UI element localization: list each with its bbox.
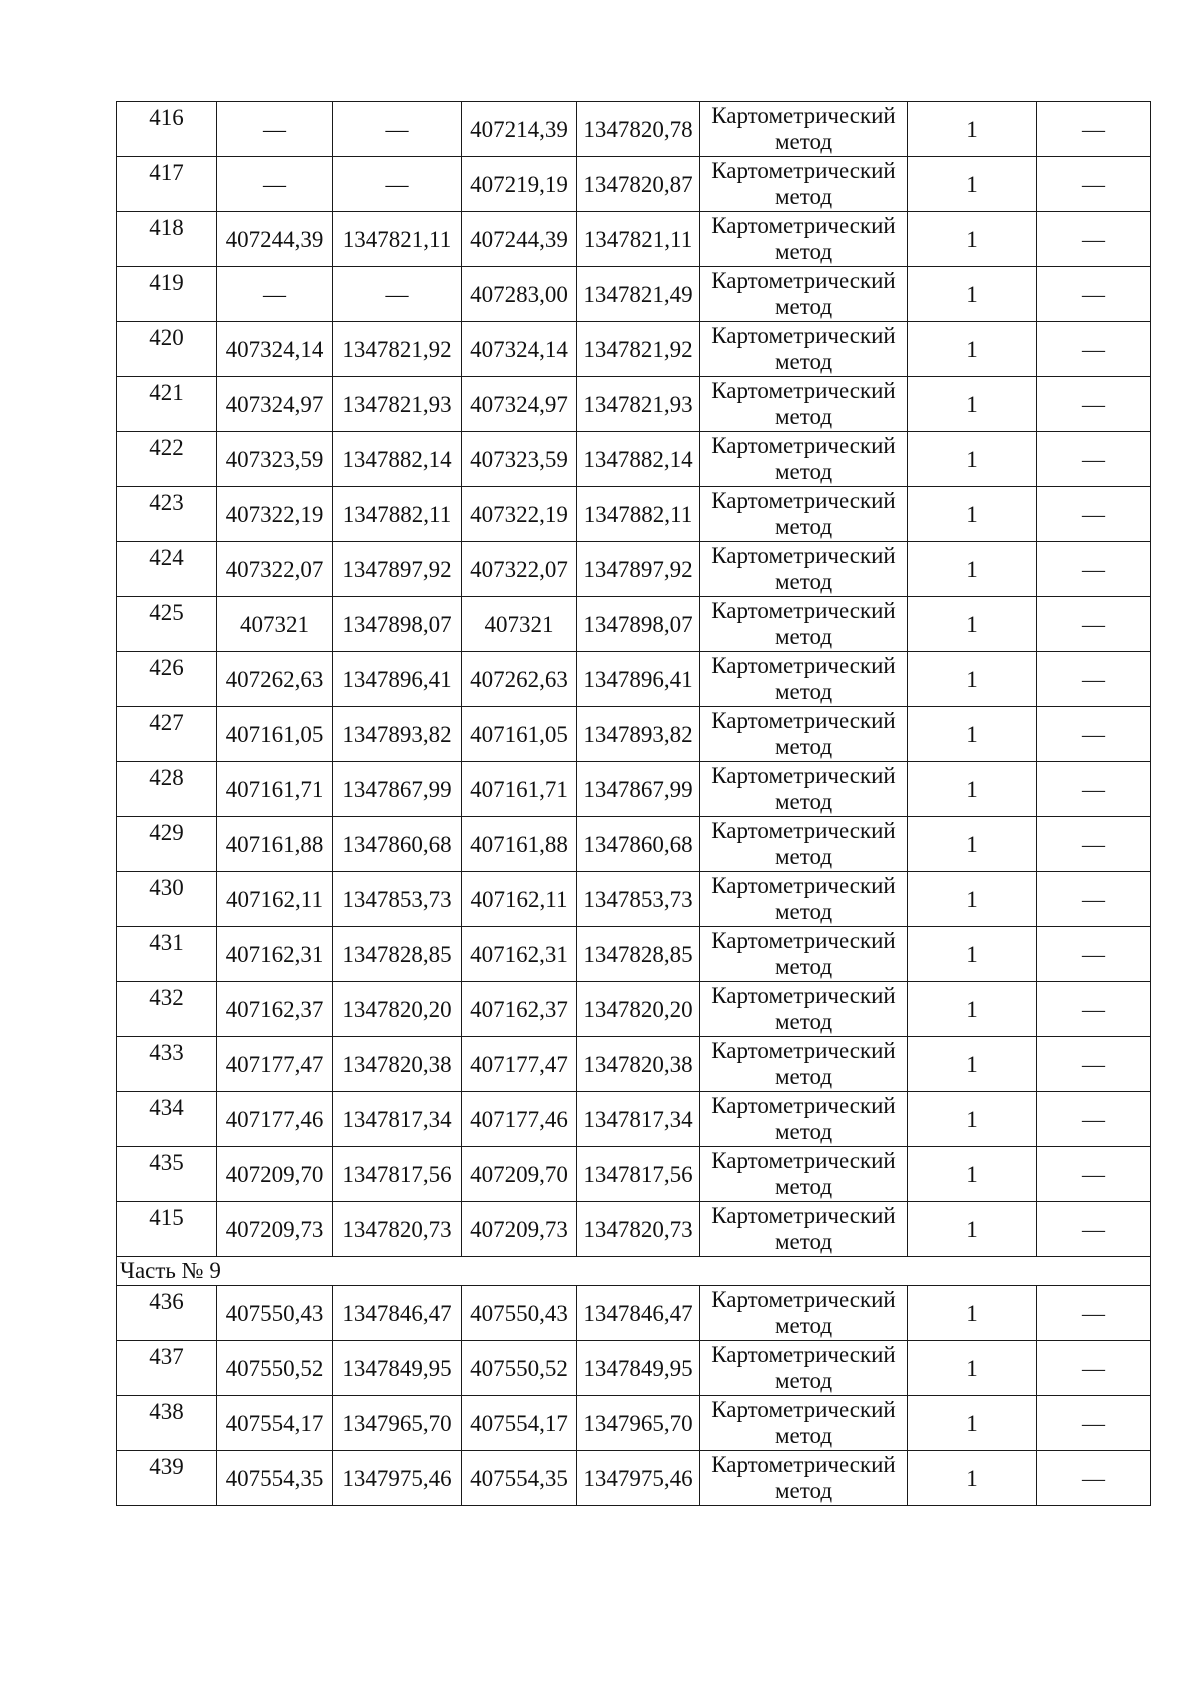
existing-x-cell: 407162,31 [217,927,333,982]
description-cell: — [1037,267,1151,322]
new-x-cell: 407219,19 [462,157,577,212]
table-row [117,212,1151,267]
method-label-line2: метод [774,1009,833,1034]
point-number-cell: 438 [117,1396,217,1451]
accuracy-cell: 1 [908,707,1037,762]
existing-y-cell: 1347821,93 [333,377,462,432]
description-cell: — [1037,652,1151,707]
new-y-cell: 1347817,34 [577,1092,700,1147]
method-label-line2: метод [774,569,833,594]
accuracy-cell: 1 [908,1037,1037,1092]
description-cell: — [1037,377,1151,432]
method-cell [700,817,908,872]
new-x-cell: 407322,07 [462,542,577,597]
new-y-cell: 1347882,14 [577,432,700,487]
existing-x-cell: 407209,73 [217,1202,333,1257]
method-label-line2: метод [774,1313,833,1338]
new-y-cell: 1347821,93 [577,377,700,432]
table-row [117,1286,1151,1341]
accuracy-cell: 1 [908,1341,1037,1396]
description-cell: — [1037,322,1151,377]
table-row [117,1341,1151,1396]
existing-x-cell: 407244,39 [217,212,333,267]
table-row [117,927,1151,982]
point-number-cell: 416 [117,102,217,157]
method-cell [700,212,908,267]
point-number-cell: 433 [117,1037,217,1092]
existing-y-cell: — [333,102,462,157]
point-number-cell: 419 [117,267,217,322]
accuracy-cell: 1 [908,1451,1037,1506]
point-number-cell: 431 [117,927,217,982]
description-cell: — [1037,212,1151,267]
existing-y-cell: 1347828,85 [333,927,462,982]
new-x-cell: 407321 [462,597,577,652]
description-cell: — [1037,1396,1151,1451]
accuracy-cell: 1 [908,542,1037,597]
method-cell [700,1037,908,1092]
table-row [117,157,1151,212]
new-y-cell: 1347820,20 [577,982,700,1037]
method-label-line2: метод [774,1119,833,1144]
point-number-cell: 437 [117,1341,217,1396]
method-label-line2: метод [774,789,833,814]
new-x-cell: 407324,97 [462,377,577,432]
existing-y-cell: 1347821,11 [333,212,462,267]
point-number-cell: 428 [117,762,217,817]
method-cell [700,542,908,597]
table-row [117,1092,1151,1147]
method-label-line2: метод [774,1174,833,1199]
method-cell [700,377,908,432]
existing-x-cell: — [217,157,333,212]
description-cell: — [1037,707,1151,762]
new-y-cell: 1347898,07 [577,597,700,652]
existing-x-cell: 407321 [217,597,333,652]
method-cell [700,1092,908,1147]
accuracy-cell: 1 [908,927,1037,982]
method-label-line1: Картометрический [711,1038,896,1063]
method-label-line2: метод [774,239,833,264]
method-label-line1: Картометрический [711,213,896,238]
table-row [117,487,1151,542]
description-cell: — [1037,1341,1151,1396]
existing-y-cell: 1347975,46 [333,1451,462,1506]
accuracy-cell: 1 [908,982,1037,1037]
method-label-line1: Картометрический [711,1342,896,1367]
accuracy-cell: 1 [908,1202,1037,1257]
table-row [117,707,1151,762]
method-label-line1: Картометрический [711,158,896,183]
method-cell [700,157,908,212]
accuracy-cell: 1 [908,1396,1037,1451]
method-label-line1: Картометрический [711,818,896,843]
new-x-cell: 407209,73 [462,1202,577,1257]
new-x-cell: 407322,19 [462,487,577,542]
accuracy-cell: 1 [908,267,1037,322]
new-y-cell: 1347817,56 [577,1147,700,1202]
method-cell [700,1396,908,1451]
method-label-line1: Картометрический [711,598,896,623]
new-y-cell: 1347820,87 [577,157,700,212]
method-label-line2: метод [774,184,833,209]
accuracy-cell: 1 [908,377,1037,432]
table-row [117,1396,1151,1451]
existing-y-cell: 1347849,95 [333,1341,462,1396]
existing-x-cell: 407177,47 [217,1037,333,1092]
table-row [117,1147,1151,1202]
point-number-cell: 417 [117,157,217,212]
new-y-cell: 1347867,99 [577,762,700,817]
method-label-line2: метод [774,1368,833,1393]
existing-y-cell: — [333,157,462,212]
existing-y-cell: 1347965,70 [333,1396,462,1451]
existing-y-cell: 1347893,82 [333,707,462,762]
new-y-cell: 1347897,92 [577,542,700,597]
accuracy-cell: 1 [908,1092,1037,1147]
method-label-line2: метод [774,899,833,924]
description-cell: — [1037,1202,1151,1257]
point-number-cell: 435 [117,1147,217,1202]
method-label-line2: метод [774,734,833,759]
new-x-cell: 407550,43 [462,1286,577,1341]
existing-y-cell: — [333,267,462,322]
new-x-cell: 407554,35 [462,1451,577,1506]
point-number-cell: 434 [117,1092,217,1147]
table-row [117,817,1151,872]
coordinates-table [116,101,1151,1506]
existing-y-cell: 1347896,41 [333,652,462,707]
table-row [117,377,1151,432]
method-cell [700,1341,908,1396]
table-row [117,322,1151,377]
existing-y-cell: 1347882,14 [333,432,462,487]
method-cell [700,762,908,817]
description-cell: — [1037,982,1151,1037]
point-number-cell: 420 [117,322,217,377]
existing-y-cell: 1347820,73 [333,1202,462,1257]
new-x-cell: 407262,63 [462,652,577,707]
new-y-cell: 1347853,73 [577,872,700,927]
description-cell: — [1037,1092,1151,1147]
new-x-cell: 407214,39 [462,102,577,157]
method-label-line2: метод [774,349,833,374]
description-cell: — [1037,432,1151,487]
method-label-line2: метод [774,459,833,484]
new-y-cell: 1347821,49 [577,267,700,322]
table-row [117,762,1151,817]
method-cell [700,1202,908,1257]
existing-y-cell: 1347820,20 [333,982,462,1037]
point-number-cell: 439 [117,1451,217,1506]
description-cell: — [1037,102,1151,157]
existing-x-cell: 407322,07 [217,542,333,597]
existing-y-cell: 1347867,99 [333,762,462,817]
section-header-row [117,1257,1151,1286]
method-label-line1: Картометрический [711,873,896,898]
existing-y-cell: 1347817,34 [333,1092,462,1147]
existing-x-cell: — [217,102,333,157]
accuracy-cell: 1 [908,1147,1037,1202]
existing-y-cell: 1347820,38 [333,1037,462,1092]
new-y-cell: 1347821,11 [577,212,700,267]
description-cell: — [1037,1286,1151,1341]
description-cell: — [1037,817,1151,872]
new-x-cell: 407162,31 [462,927,577,982]
new-x-cell: 407177,47 [462,1037,577,1092]
description-cell: — [1037,762,1151,817]
new-x-cell: 407209,70 [462,1147,577,1202]
method-cell [700,1147,908,1202]
existing-x-cell: 407554,17 [217,1396,333,1451]
table-row [117,267,1151,322]
new-x-cell: 407324,14 [462,322,577,377]
method-cell [700,487,908,542]
method-label-line2: метод [774,294,833,319]
existing-x-cell: 407324,14 [217,322,333,377]
existing-x-cell: 407161,71 [217,762,333,817]
new-y-cell: 1347846,47 [577,1286,700,1341]
method-cell [700,267,908,322]
new-x-cell: 407283,00 [462,267,577,322]
method-label-line1: Картометрический [711,1203,896,1228]
method-label-line2: метод [774,404,833,429]
method-label-line1: Картометрический [711,1452,896,1477]
point-number-cell: 418 [117,212,217,267]
accuracy-cell: 1 [908,212,1037,267]
method-label-line2: метод [774,679,833,704]
new-x-cell: 407550,52 [462,1341,577,1396]
new-y-cell: 1347820,38 [577,1037,700,1092]
point-number-cell: 422 [117,432,217,487]
method-label-line1: Картометрический [711,543,896,568]
new-y-cell: 1347849,95 [577,1341,700,1396]
method-label-line1: Картометрический [711,1397,896,1422]
method-cell [700,927,908,982]
existing-x-cell: 407550,52 [217,1341,333,1396]
new-x-cell: 407162,37 [462,982,577,1037]
existing-y-cell: 1347817,56 [333,1147,462,1202]
description-cell: — [1037,597,1151,652]
point-number-cell: 432 [117,982,217,1037]
method-label-line1: Картометрический [711,1093,896,1118]
accuracy-cell: 1 [908,322,1037,377]
description-cell: — [1037,1451,1151,1506]
existing-y-cell: 1347897,92 [333,542,462,597]
new-y-cell: 1347893,82 [577,707,700,762]
new-y-cell: 1347860,68 [577,817,700,872]
description-cell: — [1037,872,1151,927]
point-number-cell: 429 [117,817,217,872]
method-cell [700,872,908,927]
method-label-line1: Картометрический [711,323,896,348]
method-label-line2: метод [774,1229,833,1254]
method-label-line2: метод [774,1478,833,1503]
method-cell [700,432,908,487]
method-cell [700,982,908,1037]
table-row [117,1451,1151,1506]
existing-x-cell: 407162,37 [217,982,333,1037]
new-x-cell: 407162,11 [462,872,577,927]
description-cell: — [1037,1037,1151,1092]
method-label-line2: метод [774,514,833,539]
new-x-cell: 407161,71 [462,762,577,817]
new-x-cell: 407161,88 [462,817,577,872]
point-number-cell: 430 [117,872,217,927]
new-y-cell: 1347882,11 [577,487,700,542]
existing-y-cell: 1347860,68 [333,817,462,872]
new-x-cell: 407161,05 [462,707,577,762]
method-label-line1: Картометрический [711,103,896,128]
section-title: Часть № 9 [117,1257,1151,1286]
accuracy-cell: 1 [908,872,1037,927]
new-y-cell: 1347828,85 [577,927,700,982]
method-label-line2: метод [774,844,833,869]
table-row [117,1037,1151,1092]
method-label-line1: Картометрический [711,928,896,953]
existing-x-cell: 407161,05 [217,707,333,762]
method-label-line1: Картометрический [711,708,896,733]
new-y-cell: 1347965,70 [577,1396,700,1451]
existing-x-cell: 407323,59 [217,432,333,487]
method-label-line1: Картометрический [711,1148,896,1173]
existing-x-cell: 407209,70 [217,1147,333,1202]
method-cell [700,322,908,377]
accuracy-cell: 1 [908,157,1037,212]
table-row [117,597,1151,652]
accuracy-cell: 1 [908,1286,1037,1341]
method-label-line2: метод [774,129,833,154]
method-label-line1: Картометрический [711,378,896,403]
method-label-line1: Картометрический [711,488,896,513]
new-y-cell: 1347975,46 [577,1451,700,1506]
accuracy-cell: 1 [908,762,1037,817]
point-number-cell: 425 [117,597,217,652]
method-cell [700,707,908,762]
description-cell: — [1037,927,1151,982]
existing-x-cell: — [217,267,333,322]
point-number-cell: 426 [117,652,217,707]
table-row [117,432,1151,487]
new-x-cell: 407177,46 [462,1092,577,1147]
method-label-line1: Картометрический [711,433,896,458]
point-number-cell: 421 [117,377,217,432]
method-label-line1: Картометрический [711,763,896,788]
existing-x-cell: 407554,35 [217,1451,333,1506]
new-y-cell: 1347820,73 [577,1202,700,1257]
point-number-cell: 427 [117,707,217,762]
existing-x-cell: 407177,46 [217,1092,333,1147]
point-number-cell: 436 [117,1286,217,1341]
new-y-cell: 1347896,41 [577,652,700,707]
method-cell [700,102,908,157]
existing-x-cell: 407161,88 [217,817,333,872]
new-y-cell: 1347821,92 [577,322,700,377]
description-cell: — [1037,542,1151,597]
existing-y-cell: 1347853,73 [333,872,462,927]
description-cell: — [1037,1147,1151,1202]
accuracy-cell: 1 [908,102,1037,157]
table-row [117,542,1151,597]
existing-x-cell: 407324,97 [217,377,333,432]
existing-x-cell: 407550,43 [217,1286,333,1341]
method-cell [700,1286,908,1341]
existing-x-cell: 407162,11 [217,872,333,927]
description-cell: — [1037,157,1151,212]
table-body [117,102,1151,1506]
existing-x-cell: 407322,19 [217,487,333,542]
table-row [117,652,1151,707]
description-cell: — [1037,487,1151,542]
accuracy-cell: 1 [908,817,1037,872]
method-cell [700,597,908,652]
new-x-cell: 407554,17 [462,1396,577,1451]
table-row [117,102,1151,157]
table-row [117,872,1151,927]
point-number-cell: 424 [117,542,217,597]
new-x-cell: 407244,39 [462,212,577,267]
new-x-cell: 407323,59 [462,432,577,487]
method-cell [700,1451,908,1506]
method-label-line1: Картометрический [711,1287,896,1312]
method-label-line2: метод [774,954,833,979]
method-label-line2: метод [774,1423,833,1448]
accuracy-cell: 1 [908,652,1037,707]
existing-y-cell: 1347846,47 [333,1286,462,1341]
accuracy-cell: 1 [908,597,1037,652]
table-row [117,982,1151,1037]
existing-y-cell: 1347882,11 [333,487,462,542]
accuracy-cell: 1 [908,487,1037,542]
method-label-line1: Картометрический [711,983,896,1008]
existing-y-cell: 1347898,07 [333,597,462,652]
existing-x-cell: 407262,63 [217,652,333,707]
table-row [117,1202,1151,1257]
new-y-cell: 1347820,78 [577,102,700,157]
point-number-cell: 423 [117,487,217,542]
accuracy-cell: 1 [908,432,1037,487]
method-label-line2: метод [774,1064,833,1089]
method-label-line1: Картометрический [711,268,896,293]
method-cell [700,652,908,707]
method-label-line2: метод [774,624,833,649]
method-label-line1: Картометрический [711,653,896,678]
point-number-cell: 415 [117,1202,217,1257]
existing-y-cell: 1347821,92 [333,322,462,377]
